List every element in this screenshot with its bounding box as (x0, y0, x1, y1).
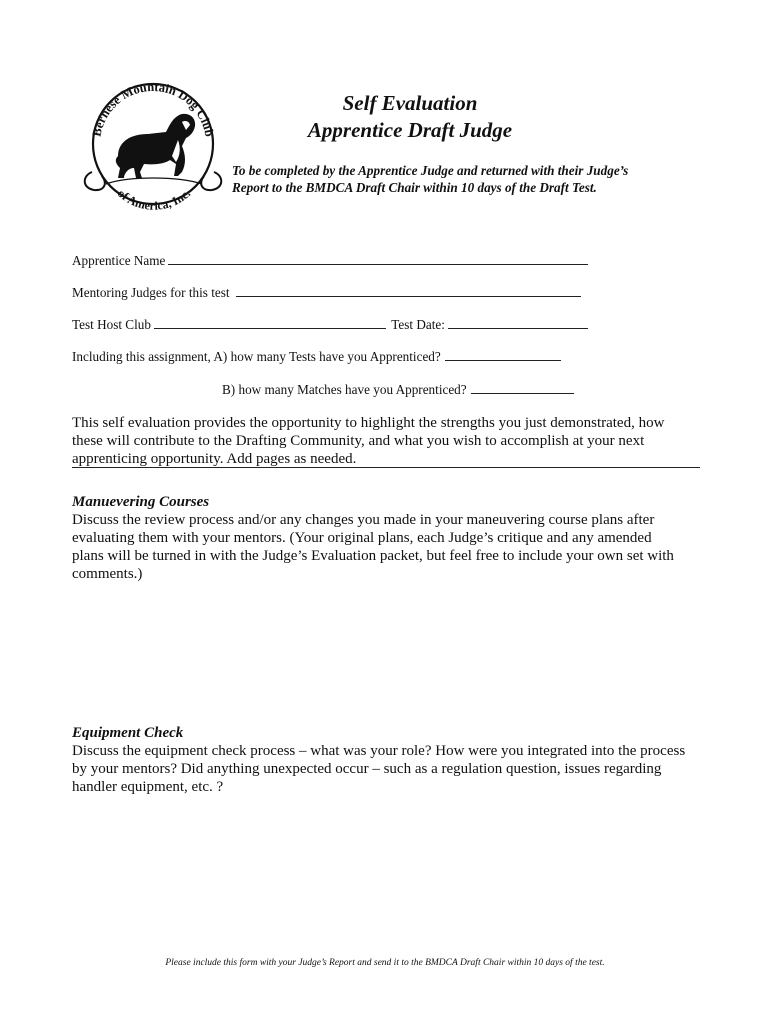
test-date-label: Test Date: (391, 317, 445, 332)
maneuvering-answer-area[interactable] (72, 590, 700, 720)
test-host-club-field[interactable] (154, 316, 386, 329)
intro-line-2: these will contribute to the Drafting Community, and what you wish to accomplish at your next (72, 433, 645, 449)
footer-note: Please include this form with your Judge’s Report and send it to the BMDCA Draft Chair within 10 days of the test. (165, 958, 605, 968)
equipment-answer-area[interactable] (72, 800, 700, 940)
equipment-line-1: Discuss the equipment check process – what was your role? How were you integrated into the process (72, 743, 686, 759)
equipment-line-3: handler equipment, etc. ? (72, 779, 224, 795)
apprentice-name-label: Apprentice Name (72, 253, 166, 268)
matches-apprenticed-field[interactable] (471, 381, 574, 394)
mentoring-judges-row (72, 284, 581, 301)
maneuvering-line-2: evaluating them with your mentors. (Your original plans, each Judge’s critique and any amended (72, 530, 652, 546)
mentoring-judges-label: Mentoring Judges for this test (72, 285, 230, 300)
apprentice-name-row (72, 252, 588, 269)
host-club-row (72, 316, 588, 333)
intro-paragraph (72, 414, 712, 468)
test-host-club-label: Test Host Club (72, 317, 151, 332)
title-line-1: Self Evaluation (342, 91, 478, 115)
dog-icon (106, 114, 202, 184)
maneuvering-line-1: Discuss the review process and/or any changes you made in your maneuvering course plans after (72, 512, 655, 528)
maneuvering-line-3: plans will be turned in with the Judge’s Evaluation packet, but feel free to include your own set with (72, 548, 674, 564)
svg-text:Bernese Mountain Dog Club (90, 80, 217, 138)
matches-apprenticed-label: B) how many Matches have you Apprenticed? (222, 382, 467, 397)
divider-line (72, 467, 700, 468)
instruction-line-2: Report to the BMDCA Draft Chair within 10 days of the Draft Test. (232, 180, 597, 195)
matches-apprenticed-row (222, 381, 574, 398)
apprentice-name-field[interactable] (168, 252, 588, 265)
tests-apprenticed-row (72, 348, 561, 365)
logo-arc-top: Bernese Mountain Dog Club (89, 79, 217, 138)
section-body-maneuvering (72, 511, 712, 583)
intro-line-3: apprenticing opportunity. Add pages as needed. (72, 451, 357, 467)
maneuvering-line-4: comments.) (72, 566, 143, 582)
intro-line-1: This self evaluation provides the opportunity to highlight the strengths you just demonstrated, how (72, 415, 665, 431)
instruction-line-1: To be completed by the Apprentice Judge and returned with their Judge’s (232, 163, 629, 178)
tests-apprenticed-label: Including this assignment, A) how many Tests have you Apprenticed? (72, 349, 441, 364)
section-heading-equipment: Equipment Check (72, 725, 184, 741)
club-logo (78, 64, 228, 229)
mentoring-judges-field[interactable] (236, 284, 581, 297)
svg-text:of America, Inc. (115, 186, 193, 213)
tests-apprenticed-field[interactable] (445, 348, 561, 361)
equipment-line-2: by your mentors? Did anything unexpected occur – such as a regulation question, issues regarding (72, 761, 662, 777)
test-date-field[interactable] (448, 316, 588, 329)
section-body-equipment (72, 742, 712, 796)
instructions (232, 162, 702, 196)
title-line-2: Apprentice Draft Judge (307, 118, 513, 142)
logo-arc-bottom: of America, Inc. (114, 186, 194, 213)
section-heading-maneuvering: Manuevering Courses (72, 494, 210, 510)
